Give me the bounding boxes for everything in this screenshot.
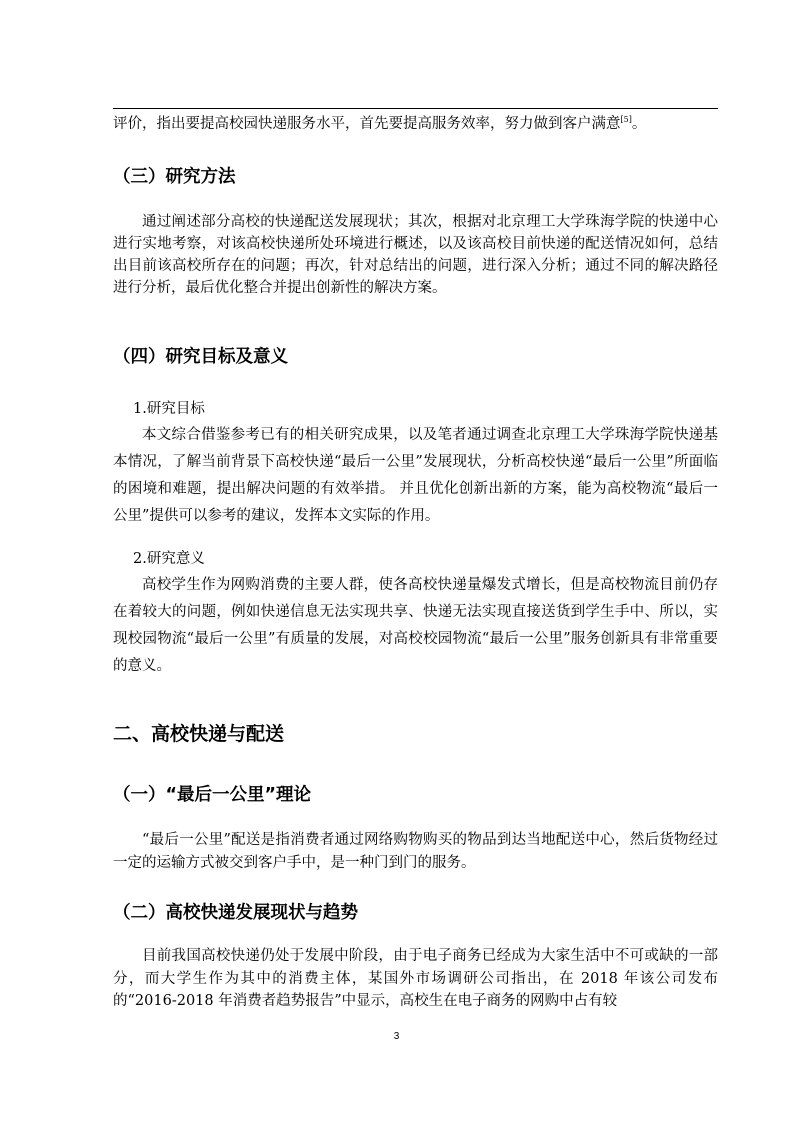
top-paragraph-end: 。 <box>631 116 647 132</box>
section-2-2-body: 目前我国高校快递仍处于发展中阶段，由于电子商务已经成为大家生活中不可或缺的一部分，而大学生作为其中的消费主体，某国外市场调研公司指出，在 2018 年该公司发布的“2016-2018 年消费者趋势报告”中显示，高校生在电子商务的网购中占有较 <box>113 948 718 1009</box>
chapter-2-title: 二、高校快递与配送 <box>113 723 285 745</box>
section-2-1-body: “最后一公里”配送是指消费者通过网络购物购买的物品到达当地配送中心，然后货物经过一定的运输方式被交到客户手中，是一种门到门的服务。 <box>113 832 718 871</box>
subsection-2-body: 高校学生作为网购消费的主要人群，使各高校快递量爆发式增长，但是高校物流目前仍存在着较大的问题，例如快递信息无法实现共享、快递无法实现直接送货到学生手中、所以，实现校园物流“最后一公里”有质量的发展，对高校校园物流“最后一公里”服务创新具有非常重要的意义。 <box>113 577 718 674</box>
section-2-2-title: （二）高校快递发展现状与趋势 <box>113 903 358 923</box>
section-4-title: （四）研究目标及意义 <box>113 347 288 367</box>
header-rule <box>113 108 718 109</box>
page-number: 3 <box>393 1031 400 1042</box>
subsection-1-label: 1.研究目标 <box>133 401 205 417</box>
subsection-2-label: 2.研究意义 <box>133 551 205 567</box>
subsection-1-body: 本文综合借鉴参考已有的相关研究成果，以及笔者通过调查北京理工大学珠海学院快递基本情况，了解当前背景下高校快递“最后一公里”发展现状，分析高校快递“最后一公里”所面临的困境和难题，提出解决问题的有效举措。 并且优化创新出新的方案，能为高校物流“最后一公里”提供可以参考的建议，发挥本文实际的作用。 <box>113 427 718 524</box>
top-paragraph-text: 评价，指出要提高校园快递服务水平，首先要提高服务效率，努力做到客户满意 <box>113 116 621 132</box>
section-3-title: （三）研究方法 <box>113 167 236 187</box>
citation-ref[interactable]: [5] <box>620 115 632 125</box>
section-2-1-title: （一）“最后一公里”理论 <box>113 785 312 805</box>
section-3-body: 通过阐述部分高校的快递配送发展现状；其次，根据对北京理工大学珠海学院的快递中心进行实地考察，对该高校快递所处环境进行概述，以及该高校目前快递的配送情况如何，总结出目前该高校所存在的问题；再次，针对总结出的问题，进行深入分析；通过不同的解决路径进行分析，最后优化整合并提出创新性的解决方案。 <box>113 214 718 296</box>
top-paragraph <box>113 113 718 136</box>
